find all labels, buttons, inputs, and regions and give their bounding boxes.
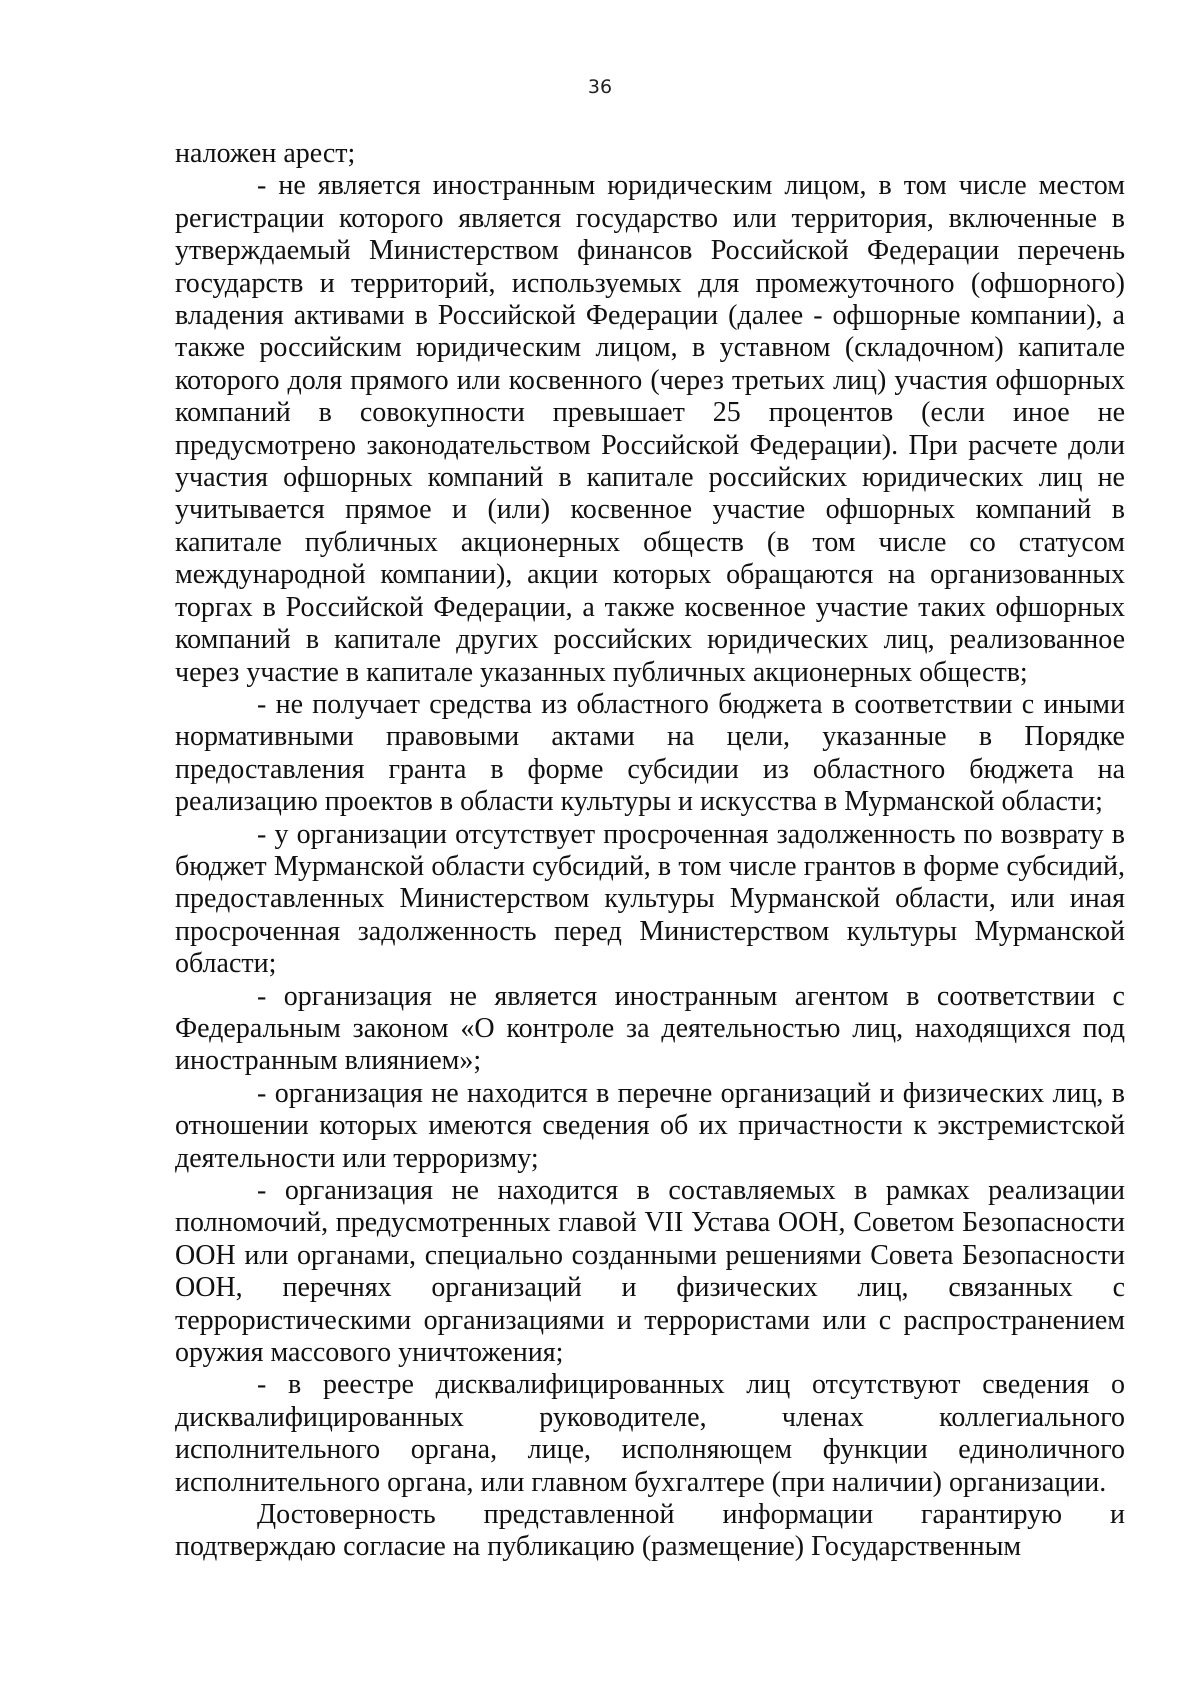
paragraph-arrest-continuation: наложен арест; xyxy=(175,138,356,169)
paragraph-offshore-criteria: - не является иностранным юридическим лицом, в том числе местом регистрации которого является государство или территория, включенные в утверждаемый Министерством финансов Российской Федерации перечень государств и территорий, используемых для промежуточного (офшорного) владения активами в Российской Федерации (далее - офшорные компании), а также российским юридическим лицом, в уставном (складочном) капитале которого доля прямого или косвенного (через третьих лиц) участия офшорных компаний в совокупности превышает 25 процентов (если иное не предусмотрено законодательством Российской Федерации). При расчете доли участия офшорных компаний в капитале российских юридических лиц не учитывается прямое и (или) косвенное участие офшорных компаний в капитале публичных акционерных обществ (в том числе со статусом международной компании), акции которых обращаются на организованных торгах в Российской Федерации, а также косвенное участие таких офшорных компаний в капитале других российских юридических лиц, реализованное через участие в капитале указанных публичных акционерных обществ; xyxy=(175,170,1125,688)
paragraph-no-regional-funds: - не получает средства из областного бюджета в соответствии с иными нормативными правовыми актами на цели, указанные в Порядке предоставления гранта в форме субсидии из областного бюджета на реализацию проектов в области культуры и искусства в Мурманской области; xyxy=(175,688,1125,818)
paragraph-not-un-sanctions-list: - организация не находится в составляемых в рамках реализации полномочий, предусмотренных главой VII Устава ООН, Советом Безопасности ООН или органами, специально созданными решениями Совета Безопасности ООН, перечнях организаций и физических лиц, связанных с террористическими организациями и террористами или с распространением оружия массового уничтожения; xyxy=(175,1175,1125,1369)
page-number: 36 xyxy=(587,76,613,98)
paragraph-no-overdue-debt: - у организации отсутствует просроченная задолженность по возврату в бюджет Мурманской области субсидий, в том числе грантов в форме субсидий, предоставленных Министерством культуры Мурманской области, или иная просроченная задолженность перед Министерством культуры Мурманской области; xyxy=(175,818,1125,980)
paragraph-not-foreign-agent: - организация не является иностранным агентом в соответствии с Федеральным законом «О контроле за деятельностью лиц, находящихся под иностранным влиянием»; xyxy=(175,980,1125,1077)
paragraph-not-extremist-list: - организация не находится в перечне организаций и физических лиц, в отношении которых имеются сведения об их причастности к экстремистской деятельности или терроризму; xyxy=(175,1077,1125,1174)
document-body xyxy=(175,138,1125,1564)
paragraph-disqualified-registry: - в реестре дисквалифицированных лиц отсутствуют сведения о дисквалифицированных руководителе, членах коллегиального исполнительного органа, лице, исполняющем функции единоличного исполнительного органа, или главном бухгалтере (при наличии) организации. xyxy=(175,1369,1125,1498)
paragraph-reliability-consent: Достоверность представленной информации гарантирую и подтверждаю согласие на публикацию (размещение) Государственным xyxy=(175,1499,1125,1563)
